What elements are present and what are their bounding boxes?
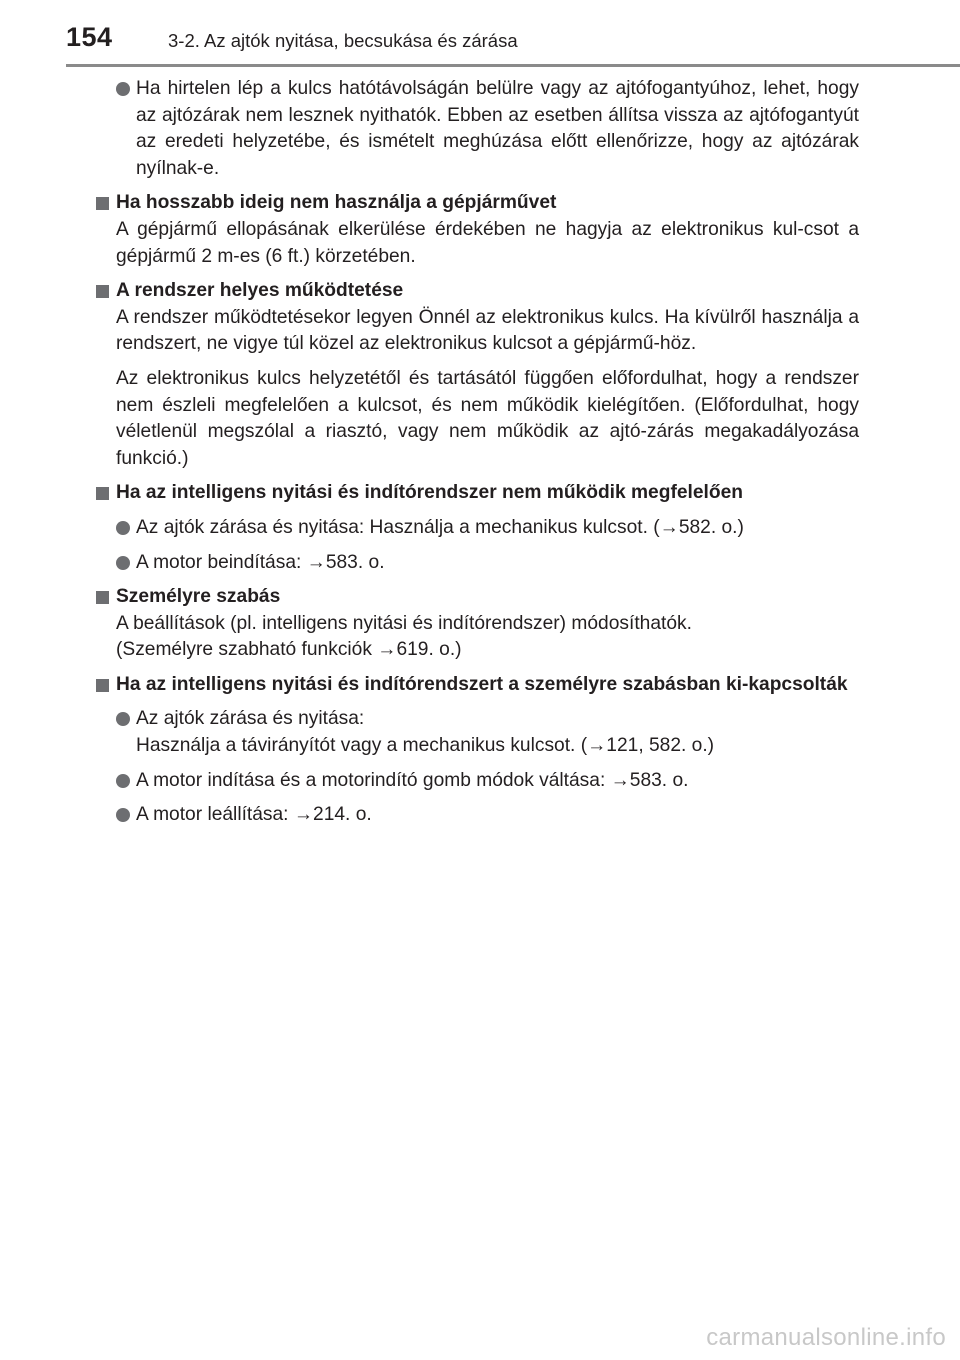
intro-bullet-item bbox=[96, 76, 859, 182]
bullet-dot-icon bbox=[116, 82, 130, 96]
page-body bbox=[96, 76, 859, 837]
intro-bullet-text: Ha hirtelen lép a kulcs hatótávolságán belülre vagy az ajtófogantyúhoz, lehet, hogy az ajtózárak nem lesznek nyithatók. Ebben az esetben állítsa vissza az ajtófogantyút az eredeti helyzetébe, és ismételt meghúzása előtt ellenőrizze, hogy az ajtózárak nyílnak-e. bbox=[136, 78, 859, 179]
section-correct-operation bbox=[96, 278, 859, 472]
section-disabled-system bbox=[96, 672, 859, 829]
section-system-malfunction bbox=[96, 480, 859, 576]
bullet-dot-icon bbox=[116, 808, 130, 822]
header-divider bbox=[66, 64, 960, 67]
page-header bbox=[0, 0, 960, 66]
section-long-parking bbox=[96, 190, 859, 270]
section-customization bbox=[96, 584, 859, 664]
section-paragraph: Az elektronikus kulcs helyzetétől és tartásától függően előfordulhat, hogy a rendszer nem észleli megfelelően a kulcsot, és nem működik kielégítően. (Előfordulhat, hogy véletlenül megszólal a riasztó, vagy nem működik az ajtó-zárás megakadályozása funkció.) bbox=[116, 367, 859, 469]
list-item: A motor leállítása: →214. o. bbox=[96, 802, 859, 829]
section-square-icon bbox=[96, 285, 109, 298]
chapter-title: 3-2. Az ajtók nyitása, becsukása és zárása bbox=[168, 30, 518, 51]
list-item: A motor indítása és a motorindító gomb módok váltása: →583. o. bbox=[96, 768, 859, 795]
list-item: Az ajtók zárása és nyitása: Használja a távirányítót vagy a mechanikus kulcsot. (→121, 582. o.) bbox=[96, 706, 859, 759]
section-square-icon bbox=[96, 591, 109, 604]
bullet-dot-icon bbox=[116, 556, 130, 570]
section-square-icon bbox=[96, 197, 109, 210]
list-item: Az ajtók zárása és nyitása: Használja a mechanikus kulcsot. (→582. o.) bbox=[96, 515, 859, 542]
bullet-dot-icon bbox=[116, 521, 130, 535]
section-paragraph: A beállítások (pl. intelligens nyitási és indítórendszer) módosíthatók. (Személyre szabható funkciók →619. o.) bbox=[116, 612, 692, 661]
section-heading: A rendszer helyes működtetése bbox=[116, 280, 404, 302]
section-square-icon bbox=[96, 487, 109, 500]
list-item: A motor beindítása: →583. o. bbox=[96, 550, 859, 577]
page-number: 154 bbox=[66, 22, 113, 52]
section-heading: Ha az intelligens nyitási és indítórendszert a személyre szabásban ki-kapcsolták bbox=[116, 673, 848, 695]
bullet-dot-icon bbox=[116, 712, 130, 726]
watermark: carmanualsonline.info bbox=[706, 1324, 946, 1351]
section-paragraph: A gépjármű ellopásának elkerülése érdekében ne hagyja az elektronikus kul-csot a gépjármű 2 m-es (6 ft.) körzetében. bbox=[116, 218, 859, 267]
section-paragraph: A rendszer működtetésekor legyen Önnél az elektronikus kulcs. Ha kívülről használja a rendszert, ne vigye túl közel az elektronikus kulcsot a gépjármű-höz. bbox=[116, 306, 859, 355]
bullet-dot-icon bbox=[116, 774, 130, 788]
section-heading: Ha hosszabb ideig nem használja a gépjárművet bbox=[116, 192, 557, 214]
section-heading: Személyre szabás bbox=[116, 586, 281, 608]
section-square-icon bbox=[96, 679, 109, 692]
section-heading: Ha az intelligens nyitási és indítórendszer nem működik megfelelően bbox=[116, 482, 743, 504]
